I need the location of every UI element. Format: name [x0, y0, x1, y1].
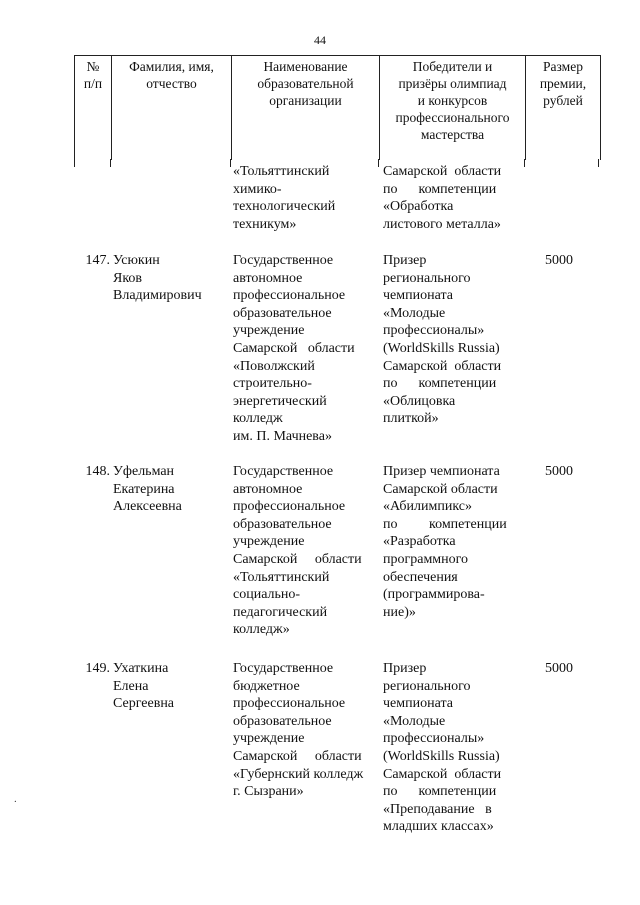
header-org: Наименование образовательной организации: [257, 59, 354, 108]
column-tick: [74, 159, 75, 167]
header-achievement: Победители и призёры олимпиад и конкурсов профессионального мастерства: [395, 59, 510, 142]
header-num: № п/п: [83, 59, 103, 91]
row-org: «Тольяттинский химико- технологический техникум»: [233, 164, 336, 232]
column-tick: [110, 159, 111, 167]
column-tick: [524, 159, 525, 167]
header-prize: Размер премии, рублей: [539, 59, 587, 108]
column-tick: [598, 159, 599, 167]
row-prize: 5000: [545, 464, 573, 479]
row-achievement: Призер регионального чемпионата «Молодые профессионалы» (WorldSkills Russia) Самарской области по компетенции «Преподавание в младших классах»: [383, 661, 502, 835]
row-achievement: Призер регионального чемпионата «Молодые профессионалы» (WorldSkills Russia) Самарской области по компетенции «Облицовка плиткой»: [383, 253, 502, 427]
column-tick: [230, 159, 231, 167]
row-org: Государственное автономное профессиональное образовательное учреждение Самарской области «Тольяттинский социально- педагогический колледж»: [233, 464, 362, 638]
row-name: Уфельман Екатерина Алексеевна: [113, 464, 182, 515]
row-prize: 5000: [545, 661, 573, 676]
row-name: Ухаткина Елена Сергеевна: [113, 661, 175, 712]
column-tick: [378, 159, 379, 167]
row-achievement: Призер чемпионата Самарской области «Абилимпикс» по компетенции «Разработка программного обеспечения (программирова- ние)»: [383, 464, 507, 620]
row-achievement: Самарской области по компетенции «Обработка листового металла»: [383, 164, 502, 232]
row-org: Государственное автономное профессиональное образовательное учреждение Самарской области «Поволжский строительно- энергетический колледж им. П. Мачнева»: [233, 253, 355, 444]
row-org: Государственное бюджетное профессиональное образовательное учреждение Самарской области «Губернский колледж г. Сызрани»: [233, 661, 364, 800]
row-number: 149.: [85, 661, 110, 676]
row-number: 147.: [85, 253, 110, 268]
header-name: Фамилия, имя, отчество: [129, 59, 214, 91]
row-number: 148.: [85, 464, 110, 479]
row-name: Усюкин Яков Владимирович: [113, 253, 202, 304]
scan-mark: .: [14, 793, 17, 805]
page-number: 44: [314, 33, 326, 47]
row-prize: 5000: [545, 253, 573, 268]
table-header: [74, 55, 601, 160]
